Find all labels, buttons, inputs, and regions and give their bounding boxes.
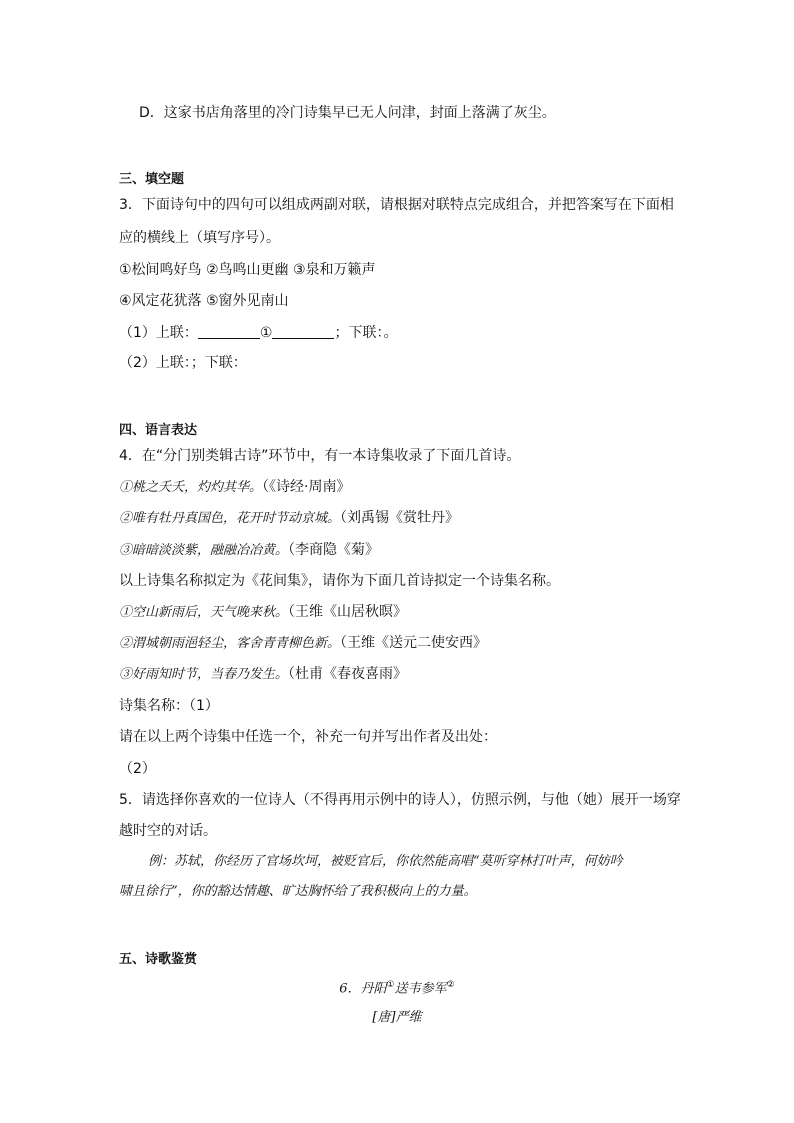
poem-source: （刘禹锡《赏牡丹》: [340, 510, 460, 526]
section5-heading: 五、诗歌鉴赏: [119, 952, 198, 967]
poem-text: ①桃之夭夭，灼灼其华。: [119, 480, 263, 495]
q3-line2: 应的横线上（填写序号）。: [119, 230, 280, 246]
q3-line1: 3．下面诗句中的四句可以组成两副对联，请根据对联特点完成组合，并把答案写在下面相: [119, 197, 674, 213]
poem-line-6: [119, 664, 407, 685]
poem-source: （王维《送元二使安西》: [340, 635, 488, 651]
option-d: D．这家书店角落里的冷门诗集早已无人问津，封面上落满了灰尘。: [139, 105, 556, 121]
q3-options-line2: ④风定花犹落 ⑤窗外见南山: [119, 293, 289, 309]
poem-title-prefix: 6．丹阳: [339, 981, 387, 997]
poem-title: [0, 975, 794, 999]
collection-note: 以上诗集名称拟定为《花间集》，请你为下面几首诗拟定一个诗集名称。: [119, 573, 560, 589]
poem-source: （王维《山居秋暝》: [288, 604, 408, 620]
supplement-blank: （2）: [119, 761, 156, 777]
q4-intro: 4．在“分门别类辑古诗”环节中，有一本诗集收录了下面几首诗。: [119, 448, 521, 464]
q3-answer2: （2）上联：；下联：: [119, 355, 247, 371]
answer1-mid: ①: [259, 325, 273, 341]
answer-blank[interactable]: [272, 324, 334, 339]
poem-line-2: [119, 508, 459, 529]
q3-answer1: [119, 323, 397, 343]
poem-text: ①空山新雨后，天气晚来秋。: [119, 605, 289, 620]
answer1-suffix: ；下联：。: [334, 325, 398, 341]
collection-name-prompt: 诗集名称：（1）: [119, 698, 219, 714]
q5-line1: 5．请选择你喜欢的一位诗人（不得再用示例中的诗人），仿照示例，与他（她）展开一场穿: [119, 792, 681, 808]
poem-source: （《诗经·周南》: [262, 479, 351, 495]
poem-author: [唐]严维: [372, 1010, 422, 1025]
poem-line-4: [119, 602, 407, 623]
poem-source: （杜甫《春夜喜雨》: [288, 666, 408, 682]
poem-text: ③好雨知时节，当春乃发生。: [119, 667, 289, 682]
answer-blank[interactable]: [198, 324, 260, 339]
footnote-marker: ②: [446, 980, 455, 990]
q3-options-line1: ①松间鸣好鸟 ②鸟鸣山更幽 ③泉和万籁声: [119, 262, 376, 278]
poem-text: ②唯有牡丹真国色，花开时节动京城。: [119, 511, 341, 526]
footnote-marker: ①: [386, 980, 395, 990]
poem-source: （李商隐《菊》: [288, 542, 380, 558]
supplement-prompt: 请在以上两个诗集中任选一个，补充一句并写出作者及出处：: [119, 729, 497, 745]
q5-line2: 越时空的对话。: [119, 823, 217, 839]
poem-title-mid: 送韦参军: [394, 981, 447, 997]
section3-heading: 三、填空题: [119, 172, 185, 187]
poem-text: ③暗暗淡淡紫，融融冶冶黄。: [119, 543, 289, 558]
example-line2: 啸且徐行”，你的豁达情趣、旷达胸怀给了我积极向上的力量。: [119, 884, 477, 899]
section4-heading: 四、语言表达: [119, 423, 198, 438]
answer1-prefix: （1）上联：: [119, 325, 198, 341]
poem-line-1: [119, 477, 350, 498]
poem-text: ②渭城朝雨浥轻尘，客舍青青柳色新。: [119, 636, 341, 651]
example-line1: 例：苏轼，你经历了官场坎坷，被贬官后，你依然能高唱“莫听穿林打叶声，何妨吟: [148, 854, 623, 869]
poem-line-3: [119, 540, 379, 561]
poem-line-5: [119, 633, 487, 654]
